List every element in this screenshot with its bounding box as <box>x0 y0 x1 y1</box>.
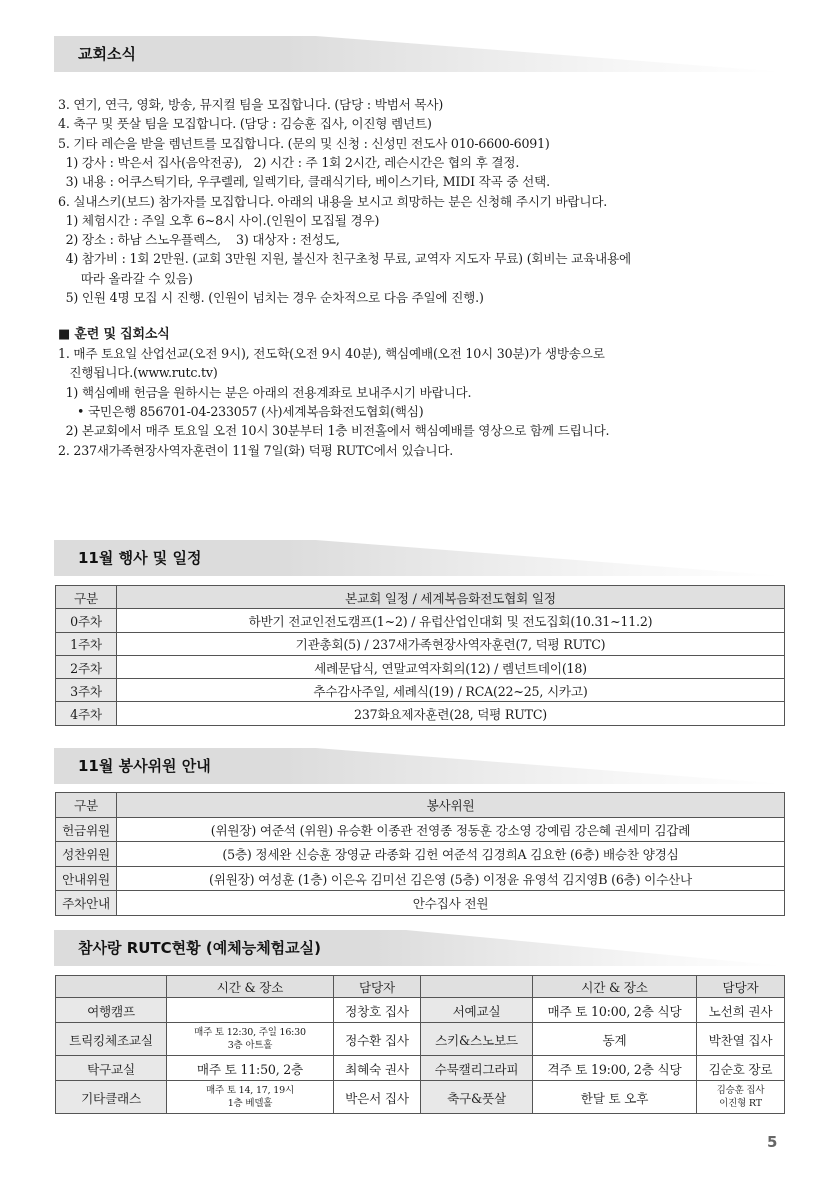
page-number: 5 <box>767 1133 778 1151</box>
section-title: 11월 봉사위원 안내 <box>78 757 211 775</box>
training-line: 1) 핵심예배 헌금을 원하시는 분은 아래의 전용계좌로 보내주시기 바랍니다. <box>58 384 472 400</box>
role-label: 성찬위원 <box>56 842 117 867</box>
training-subheading: ■ 훈련 및 집회소식 <box>58 327 170 342</box>
class-name: 트릭킹체조교실 <box>56 1023 167 1056</box>
table-row <box>56 679 785 702</box>
class-name: 수묵캘리그라피 <box>421 1056 533 1081</box>
section-title: 참사랑 RUTC현황 (예체능체험교실) <box>78 939 322 957</box>
training-line: 진행됩니다.(www.rutc.tv) <box>58 365 218 381</box>
table-cell: 안수집사 전원 <box>117 891 785 916</box>
class-name: 서예교실 <box>421 998 533 1023</box>
table-cell: 격주 토 19:00, 2층 식당 <box>533 1056 697 1081</box>
table-row <box>56 1056 785 1081</box>
column-header: 구분 <box>56 793 117 818</box>
role-label: 안내위원 <box>56 866 117 891</box>
cell-line: 매주 토 12:30, 주일 16:30 <box>194 1027 306 1038</box>
section-title: 11월 행사 및 일정 <box>78 549 202 567</box>
cell-line: 매주 토 14, 17, 19시 <box>206 1085 294 1096</box>
table-row <box>56 891 785 916</box>
table-cell: 노선희 권사 <box>697 998 785 1023</box>
column-header: 담당자 <box>334 976 421 998</box>
table-row <box>56 609 785 632</box>
table-cell <box>697 1081 785 1114</box>
class-name: 탁구교실 <box>56 1056 167 1081</box>
table-cell: 한달 토 오후 <box>533 1081 697 1114</box>
class-name: 기타클래스 <box>56 1081 167 1114</box>
week-label: 3주차 <box>56 679 117 702</box>
table-cell <box>167 998 334 1023</box>
class-name: 여행캠프 <box>56 998 167 1023</box>
table-cell: 기관총회(5) / 237새가족현장사역자훈련(7, 덕평 RUTC) <box>117 632 785 655</box>
table-header-row <box>56 976 785 998</box>
news-line: 5. 기타 레슨을 받을 렘넌트를 모집합니다. (문의 및 신청 : 신성민 전도사 010-6600-6091) <box>58 135 550 151</box>
table-cell: 박은서 집사 <box>334 1081 421 1114</box>
class-name: 축구&풋살 <box>421 1081 533 1114</box>
column-header: 봉사위원 <box>117 793 785 818</box>
news-line: 3. 연기, 연극, 영화, 방송, 뮤지컬 팀을 모집합니다. (담당 : 박범서 목사) <box>58 97 444 112</box>
column-header <box>421 976 533 998</box>
table-row <box>56 842 785 867</box>
week-label: 1주차 <box>56 632 117 655</box>
news-line: 4. 축구 및 풋살 팀을 모집합니다. (담당 : 김승훈 집사, 이진형 렘넌트) <box>58 116 432 132</box>
news-line: 1) 강사 : 박은서 집사(음악전공), 2) 시간 : 주 1회 2시간, 레슨시간은 협의 후 결정. <box>58 154 520 170</box>
table-cell <box>167 1081 334 1114</box>
cell-line: 1층 베델홀 <box>227 1098 273 1109</box>
schedule-table <box>55 585 785 726</box>
training-line: • 국민은행 856701-04-233057 (사)세계복음화전도협회(핵심) <box>58 403 424 419</box>
section-header-rutc-status <box>54 930 784 966</box>
table-row <box>56 702 785 725</box>
table-cell: 김순호 장로 <box>697 1056 785 1081</box>
table-cell: 237화요제자훈련(28, 덕평 RUTC) <box>117 702 785 725</box>
news-line: 3) 내용 : 어쿠스틱기타, 우쿠렐레, 일렉기타, 클래식기타, 베이스기타, MIDI 작곡 중 선택. <box>58 174 550 190</box>
table-row <box>56 655 785 678</box>
table-row <box>56 817 785 842</box>
training-line: 2. 237새가족현장사역자훈련이 11월 7일(화) 덕평 RUTC에서 있습니다. <box>58 442 454 458</box>
news-line: 4) 참가비 : 1회 2만원. (교회 3만원 지원, 불신자 친구초청 무료, 교역자 지도자 무료) (회비는 교육내용에 <box>58 251 631 267</box>
news-line: 따라 올라갈 수 있음) <box>58 270 193 286</box>
week-label: 0주차 <box>56 609 117 632</box>
training-line: 1. 매주 토요일 산업선교(오전 9시), 전도학(오전 9시 40분), 핵심예배(오전 10시 30분)가 생방송으로 <box>58 346 605 361</box>
news-line: 2) 장소 : 하남 스노우플렉스, 3) 대상자 : 전성도, <box>58 232 340 248</box>
week-label: 4주차 <box>56 702 117 725</box>
table-header-row <box>56 586 785 609</box>
news-line: 1) 체험시간 : 주일 오후 6~8시 사이.(인원이 모집될 경우) <box>58 212 380 228</box>
section-title: 교회소식 <box>78 45 136 63</box>
cell-line: 김승훈 집사 <box>716 1085 765 1096</box>
rutc-class-table <box>55 975 785 1114</box>
table-cell <box>167 1023 334 1056</box>
table-cell: (위원장) 여성훈 (1층) 이은옥 김미선 김은영 (5층) 이정윤 유영석 김지영B (6층) 이수산나 <box>117 866 785 891</box>
role-label: 주차안내 <box>56 891 117 916</box>
week-label: 2주차 <box>56 655 117 678</box>
table-row <box>56 998 785 1023</box>
table-cell: 정수환 집사 <box>334 1023 421 1056</box>
column-header: 시간 & 장소 <box>167 976 334 998</box>
section-header-volunteers <box>54 748 784 784</box>
table-cell: (5층) 정세완 신승훈 장영균 라종화 김헌 여준석 김경희A 김요한 (6층) 배승찬 양경심 <box>117 842 785 867</box>
column-header: 시간 & 장소 <box>533 976 697 998</box>
table-cell: 매주 토 10:00, 2층 식당 <box>533 998 697 1023</box>
table-cell: 하반기 전교인전도캠프(1~2) / 유럽산업인대회 및 전도집회(10.31~11.2) <box>117 609 785 632</box>
volunteer-table <box>55 792 785 916</box>
cell-line: 이진형 RT <box>719 1098 762 1109</box>
table-cell: 정창호 집사 <box>334 998 421 1023</box>
table-cell: 세례문답식, 연말교역자회의(12) / 렘넌트데이(18) <box>117 655 785 678</box>
news-line: 6. 실내스키(보드) 참가자를 모집합니다. 아래의 내용을 보시고 희망하는 분은 신청해 주시기 바랍니다. <box>58 193 608 209</box>
table-cell: 동계 <box>533 1023 697 1056</box>
class-name: 스키&스노보드 <box>421 1023 533 1056</box>
table-row <box>56 1081 785 1114</box>
table-cell: 박찬열 집사 <box>697 1023 785 1056</box>
table-cell: (위원장) 여준석 (위원) 유승환 이종관 전영종 정동훈 강소영 강예림 강은혜 권세미 김갑례 <box>117 817 785 842</box>
column-header <box>56 976 167 998</box>
table-row <box>56 632 785 655</box>
section-header-church-news <box>54 36 784 72</box>
section-header-november-schedule <box>54 540 784 576</box>
table-cell: 최혜숙 권사 <box>334 1056 421 1081</box>
column-header: 담당자 <box>697 976 785 998</box>
table-cell: 매주 토 11:50, 2층 <box>167 1056 334 1081</box>
table-row <box>56 1023 785 1056</box>
column-header: 구분 <box>56 586 117 609</box>
cell-line: 3층 아트홀 <box>227 1040 273 1051</box>
table-row <box>56 866 785 891</box>
column-header: 본교회 일정 / 세계복음화전도협회 일정 <box>117 586 785 609</box>
table-cell: 추수감사주일, 세례식(19) / RCA(22~25, 시카고) <box>117 679 785 702</box>
table-header-row <box>56 793 785 818</box>
role-label: 헌금위원 <box>56 817 117 842</box>
training-line: 2) 본교회에서 매주 토요일 오전 10시 30분부터 1층 비전홀에서 핵심예배를 영상으로 함께 드립니다. <box>58 423 610 439</box>
news-line: 5) 인원 4명 모집 시 진행. (인원이 넘치는 경우 순차적으로 다음 주일에 진행.) <box>58 290 484 305</box>
